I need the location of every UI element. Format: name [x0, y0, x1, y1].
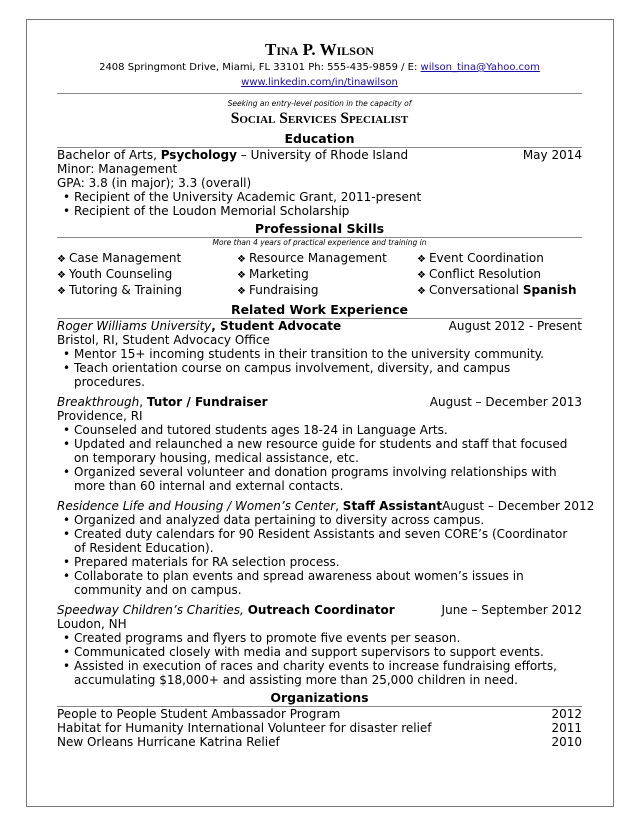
target-title: Social Services Specialist [230, 110, 409, 127]
degree-school: – University of Rhode Island [236, 148, 409, 162]
header-divider [57, 93, 582, 94]
skill-label-bold: Spanish [522, 283, 577, 297]
job-header [57, 603, 582, 617]
contact-line [57, 60, 582, 75]
education-heading: Education [284, 131, 355, 146]
skill-label: Youth Counseling [68, 267, 173, 281]
job-date: August – December 2013 [429, 395, 582, 409]
linkedin-line [57, 75, 582, 90]
skill-label: Tutoring & Training [68, 283, 182, 297]
job-org: Breakthrough [57, 395, 140, 409]
job-entry [57, 319, 582, 389]
candidate-name: Tina P. Wilson [265, 40, 374, 59]
job-title: Tutor / Fundraiser [146, 395, 268, 409]
job-bullets [57, 631, 582, 687]
list-item: • Created duty calendars for 90 Resident Assistants and seven CORE’s (Coordinator of Resident Education). [57, 527, 582, 555]
organization-row [57, 721, 582, 735]
job-title: Outreach Coordinator [247, 603, 395, 617]
skills-heading: Professional Skills [254, 221, 385, 236]
job-title-line [57, 603, 395, 617]
skills-subtitle: More than 4 years of practical experience and training in [212, 238, 427, 247]
email-link[interactable]: wilson_tina@Yahoo.com [420, 62, 540, 73]
job-sep: , [211, 319, 221, 333]
job-bullets [57, 347, 582, 389]
gpa-text: GPA: 3.8 (in major); 3.3 (overall) [57, 176, 252, 190]
diamond-icon: ❖ [57, 286, 66, 297]
job-header [57, 499, 595, 513]
address-text: 2408 Springmont Drive, Miami, FL 33101 Ph: 555-435-9859 / E: [99, 62, 421, 73]
job-date: June – September 2012 [441, 603, 582, 617]
skill-item [417, 283, 582, 299]
job-bullets [57, 423, 582, 493]
skill-item [237, 251, 417, 267]
job-org: Speedway Children’s Charities, [57, 603, 244, 617]
list-item: • Updated and relaunched a new resource guide for students and staff that focused on temporary housing, medical assistance, etc. [57, 437, 582, 465]
job-org: Residence Life and Housing / Women’s Center [57, 499, 336, 513]
diamond-icon: ❖ [417, 270, 426, 281]
diamond-icon: ❖ [237, 270, 246, 281]
skill-item [237, 283, 417, 299]
job-title: Student Advocate [220, 319, 342, 333]
diamond-icon: ❖ [417, 286, 426, 297]
job-title: Staff Assistant [342, 499, 443, 513]
job-title-line [57, 499, 442, 513]
job-date: August – December 2012 [442, 499, 595, 513]
skill-item [57, 267, 237, 283]
degree-row [57, 148, 582, 162]
skill-label: Fundraising [248, 283, 319, 297]
skill-label: Conflict Resolution [428, 267, 542, 281]
job-location: Providence, RI [57, 409, 143, 423]
degree-date: May 2014 [522, 148, 582, 162]
list-item: • Created programs and flyers to promote five events per season. [57, 631, 582, 645]
job-title-line [57, 395, 268, 409]
skill-label: Event Coordination [428, 251, 544, 265]
list-item: • Recipient of the Loudon Memorial Scholarship [57, 204, 582, 218]
list-item: • Organized and analyzed data pertaining to diversity across campus. [57, 513, 582, 527]
minor-text: Minor: Management [57, 162, 178, 176]
skill-item [237, 267, 417, 283]
diamond-icon: ❖ [237, 286, 246, 297]
skills-grid [57, 251, 582, 299]
list-item: • Mentor 15+ incoming students in their transition to the university community. [57, 347, 582, 361]
degree-text [57, 148, 408, 162]
diamond-icon: ❖ [417, 254, 426, 265]
organization-year: 2012 [551, 707, 582, 721]
job-sep: , [335, 499, 343, 513]
list-item: • Recipient of the University Academic Grant, 2011-present [57, 190, 582, 204]
list-item: • Organized several volunteer and donation programs involving relationships with more than 60 internal and external contacts. [57, 465, 582, 493]
list-item: • Prepared materials for RA selection process. [57, 555, 582, 569]
job-location: Loudon, NH [57, 617, 127, 631]
job-entry [57, 603, 582, 687]
skill-label: Case Management [68, 251, 182, 265]
job-entry [57, 395, 582, 493]
job-date: August 2012 - Present [448, 319, 582, 333]
job-org: Roger Williams University [57, 319, 212, 333]
organization-name: People to People Student Ambassador Program [57, 707, 341, 721]
skill-label: Marketing [248, 267, 309, 281]
job-header [57, 319, 582, 333]
experience-heading: Related Work Experience [230, 302, 409, 317]
list-item: • Communicated closely with media and support supervisors to support events. [57, 645, 582, 659]
resume-page [57, 40, 595, 749]
organization-year: 2010 [551, 735, 582, 749]
skill-item [57, 283, 237, 299]
degree-major: Psychology [160, 148, 237, 162]
job-header [57, 395, 582, 409]
linkedin-link[interactable]: www.linkedin.com/in/tinawilson [241, 77, 398, 88]
list-item: • Collaborate to plan events and spread awareness about women’s issues in community and on campus. [57, 569, 582, 597]
diamond-icon: ❖ [237, 254, 246, 265]
skill-item [417, 267, 582, 283]
job-entry [57, 499, 595, 597]
skill-label: Conversational [428, 283, 523, 297]
organization-row [57, 735, 582, 749]
job-title-line [57, 319, 341, 333]
list-item: • Assisted in execution of races and charity events to increase fundraising efforts, accumulating $18,000+ and assisting more than 25,000 children in need. [57, 659, 582, 687]
organization-row [57, 707, 582, 721]
job-bullets [57, 513, 582, 597]
education-bullets [57, 190, 582, 218]
list-item: • Teach orientation course on campus involvement, diversity, and campus procedures. [57, 361, 582, 389]
organization-name: New Orleans Hurricane Katrina Relief [57, 735, 280, 749]
seeking-text: Seeking an entry-level position in the capacity of [227, 99, 412, 108]
skill-label: Resource Management [248, 251, 387, 265]
organization-year: 2011 [551, 721, 582, 735]
diamond-icon: ❖ [57, 254, 66, 265]
degree-prefix: Bachelor of Arts, [57, 148, 161, 162]
job-sep: , [139, 395, 147, 409]
job-location: Bristol, RI, Student Advocacy Office [57, 333, 270, 347]
organization-name: Habitat for Humanity International Volunteer for disaster relief [57, 721, 432, 735]
skill-item [417, 251, 582, 267]
organizations-heading: Organizations [270, 690, 369, 705]
skill-item [57, 251, 237, 267]
list-item: • Counseled and tutored students ages 18-24 in Language Arts. [57, 423, 582, 437]
diamond-icon: ❖ [57, 270, 66, 281]
